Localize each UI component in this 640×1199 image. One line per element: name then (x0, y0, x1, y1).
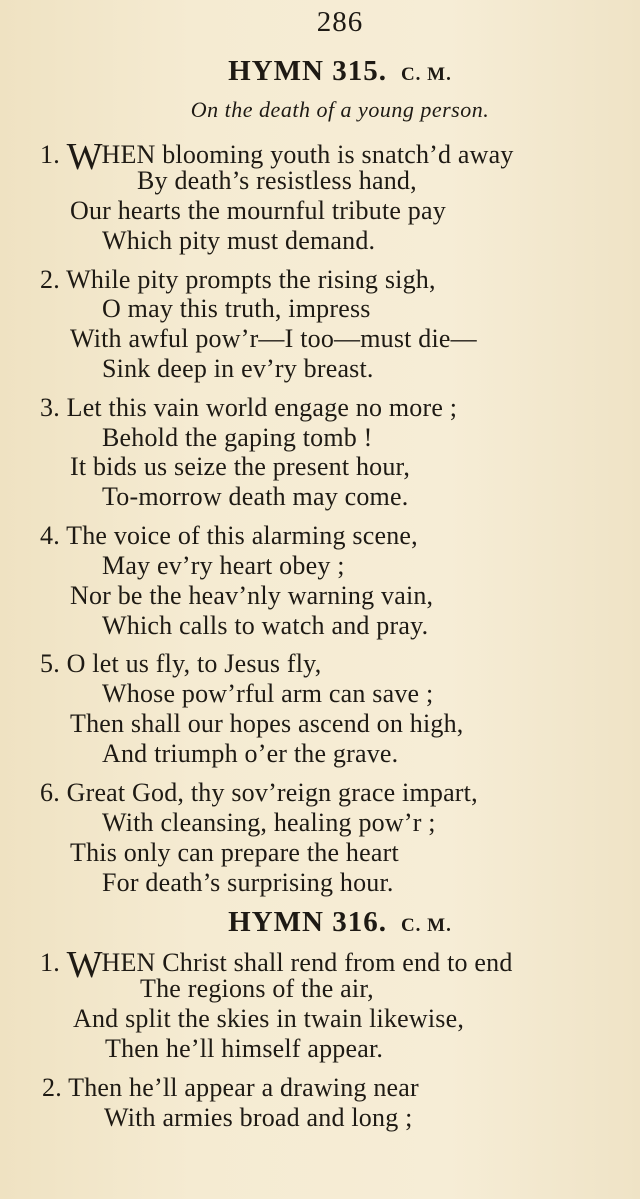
hymn-meter: C. M. (400, 64, 452, 85)
stanza-number: 1. (40, 140, 60, 169)
verse-line: The regions of the air, (140, 974, 374, 1003)
verse-text: Then he’ll appear a drawing near (68, 1073, 419, 1102)
verse-text: HEN blooming youth is snatch’d away (101, 140, 514, 169)
verse-line: May ev’ry heart obey ; (102, 551, 345, 580)
verse-line (42, 1073, 419, 1103)
verse-line (40, 521, 418, 551)
verse-text: While pity prompts the rising sigh, (66, 265, 436, 294)
verse-line: Behold the gaping tomb ! (102, 423, 373, 452)
hymn-meter: C. M. (400, 915, 452, 936)
hymn-title: HYMN 315. (228, 55, 387, 87)
verse-line: O may this truth, impress (102, 294, 371, 323)
verse-line: Sink deep in ev’ry breast. (102, 354, 374, 383)
verse-line: Whose pow’rful arm can save ; (102, 679, 434, 708)
verse-text: The voice of this alarming scene, (66, 521, 418, 550)
verse-line: With cleansing, healing pow’r ; (102, 808, 436, 837)
stanza-number: 6. (40, 778, 60, 807)
verse-line: With awful pow’r—I too—must die— (70, 324, 477, 353)
page-number: 286 (316, 6, 364, 38)
stanza-number: 4. (40, 521, 60, 550)
verse-line (40, 136, 514, 178)
verse-line (40, 265, 436, 295)
verse-line: Our hearts the mournful tribute pay (70, 196, 446, 225)
verse-line: It bids us seize the present hour, (70, 452, 411, 481)
drop-cap: W (66, 136, 102, 178)
hymn-subtitle: On the death of a young person. (190, 97, 490, 122)
verse-line: Then he’ll himself appear. (105, 1034, 384, 1063)
verse-text: O let us fly, to Jesus fly, (66, 649, 322, 678)
hymn-316-header (0, 906, 640, 939)
verse-line: This only can prepare the heart (70, 838, 399, 867)
verse-line: With armies broad and long ; (104, 1103, 413, 1132)
hymn-315-header (0, 55, 640, 88)
verse-line: By death’s resistless hand, (137, 166, 417, 195)
verse-text: HEN Christ shall rend from end to end (101, 948, 513, 977)
verse-line: Which pity must demand. (102, 226, 376, 255)
verse-line (40, 649, 321, 679)
verse-line: To-morrow death may come. (102, 482, 409, 511)
stanza-number: 3. (40, 393, 60, 422)
verse-line (40, 393, 457, 423)
verse-line (40, 944, 513, 986)
verse-text: Great God, thy sov’reign grace impart, (66, 778, 478, 807)
verse-text: Let this vain world engage no more ; (66, 393, 458, 422)
stanza-number: 2. (42, 1073, 62, 1102)
verse-line: Then shall our hopes ascend on high, (70, 709, 464, 738)
verse-line: Which calls to watch and pray. (102, 611, 429, 640)
hymn-title: HYMN 316. (228, 906, 387, 938)
stanza-number: 2. (40, 265, 60, 294)
verse-line: For death’s surprising hour. (102, 868, 394, 897)
drop-cap: W (66, 944, 102, 986)
verse-line (40, 778, 478, 808)
stanza-number: 1. (40, 948, 60, 977)
verse-line: And triumph o’er the grave. (102, 739, 399, 768)
verse-line: And split the skies in twain likewise, (73, 1004, 465, 1033)
verse-line: Nor be the heav’nly warning vain, (70, 581, 434, 610)
stanza-number: 5. (40, 649, 60, 678)
